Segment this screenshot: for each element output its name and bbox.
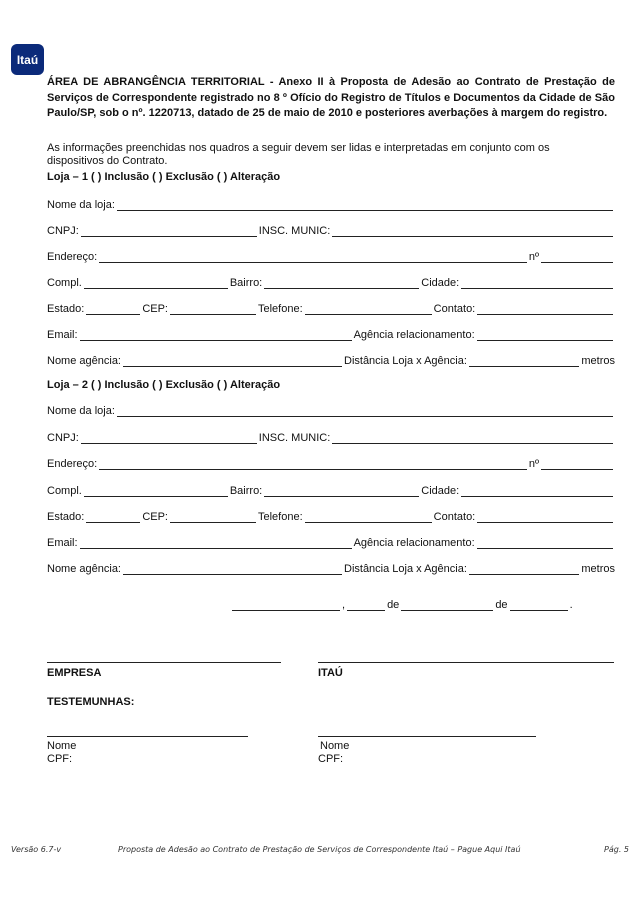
loja1-cidade-field[interactable] [461, 278, 613, 289]
loja2-numero-field[interactable] [541, 459, 613, 470]
date-year-field[interactable] [510, 600, 568, 611]
footer-version: Versão 6.7-v [11, 845, 62, 854]
footer-title: Proposta de Adesão ao Contrato de Prestação de Serviços de Correspondente Itaú – Pague Aqui Itaú [118, 845, 521, 854]
loja1-nome-agencia-row [47, 355, 615, 368]
footer-page-number: Pág. 5 [604, 845, 629, 854]
loja2-cep-label: CEP: [142, 511, 168, 523]
loja1-contato-field[interactable] [477, 304, 613, 315]
loja2-estado-field[interactable] [86, 512, 140, 523]
itau-logo-mark [11, 44, 44, 75]
loja2-telefone-field[interactable] [305, 512, 432, 523]
loja1-nome-field[interactable] [117, 200, 613, 211]
loja1-telefone-field[interactable] [305, 304, 432, 315]
loja1-compl-row [47, 277, 615, 290]
loja2-nome-agencia-label: Nome agência: [47, 563, 121, 575]
loja2-bairro-field[interactable] [264, 486, 419, 497]
loja2-cnpj-row [47, 432, 615, 445]
loja2-insc-label: INSC. MUNIC: [258, 432, 331, 444]
loja1-nome-agencia-field[interactable] [123, 356, 342, 367]
loja2-estado-label: Estado: [47, 511, 85, 523]
loja2-agencia-rel-label: Agência relacionamento: [353, 537, 475, 549]
itau-signature-line[interactable] [318, 662, 614, 663]
date-de2: de [495, 599, 508, 611]
loja1-cep-label: CEP: [142, 303, 168, 315]
loja2-nome-agencia-field[interactable] [123, 564, 342, 575]
loja1-distancia-field[interactable] [469, 356, 579, 367]
loja2-endereco-field[interactable] [99, 459, 527, 470]
witness2-cpf-label: CPF: [318, 753, 344, 765]
loja2-title: Loja – 2 ( ) Inclusão ( ) Exclusão ( ) Alteração [47, 379, 281, 391]
loja2-cnpj-field[interactable] [81, 433, 257, 444]
loja2-contato-field[interactable] [477, 512, 613, 523]
loja2-email-label: Email: [47, 537, 78, 549]
loja1-email-label: Email: [47, 329, 78, 341]
loja2-email-field[interactable] [80, 538, 352, 549]
witness1-nome-label: Nome [47, 740, 77, 752]
loja1-email-row [47, 329, 615, 342]
loja1-compl-label: Compl. [47, 277, 82, 289]
loja1-insc-label: INSC. MUNIC: [258, 225, 331, 237]
loja1-cep-field[interactable] [170, 304, 256, 315]
loja1-nome-row [47, 199, 615, 212]
date-day-field[interactable] [347, 600, 385, 611]
loja1-bairro-field[interactable] [264, 278, 419, 289]
date-de1: de [387, 599, 400, 611]
loja2-contato-label: Contato: [433, 511, 476, 523]
loja2-telefone-label: Telefone: [258, 511, 303, 523]
loja1-nome-agencia-label: Nome agência: [47, 355, 121, 367]
loja2-cidade-field[interactable] [461, 486, 613, 497]
document-heading: ÁREA DE ABRANGÊNCIA TERRITORIAL - Anexo II à Proposta de Adesão ao Contrato de Prestação de Serviços de Correspondente registrado no 8 º Ofício do Registro de Títulos e Documentos da Cidade de São Paulo/SP, sob o nº. 1220713, datado de 25 de maio de 2010 e posteriores averbações à margem do registro. [47, 76, 615, 119]
loja1-estado-label: Estado: [47, 303, 85, 315]
loja1-cnpj-field[interactable] [81, 226, 257, 237]
loja2-distancia-field[interactable] [469, 564, 579, 575]
loja2-compl-row [47, 485, 615, 498]
loja2-nome-field[interactable] [117, 406, 613, 417]
loja2-cidade-label: Cidade: [421, 485, 460, 497]
loja1-estado-field[interactable] [86, 304, 140, 315]
loja1-insc-field[interactable] [332, 226, 613, 237]
loja1-endereco-row [47, 251, 615, 264]
loja1-cnpj-row [47, 225, 615, 238]
loja1-contato-label: Contato: [433, 303, 476, 315]
loja1-numero-field[interactable] [541, 252, 613, 263]
loja2-bairro-label: Bairro: [229, 485, 263, 497]
itau-logo [11, 44, 44, 75]
loja2-cnpj-label: CNPJ: [47, 432, 79, 444]
empresa-label: EMPRESA [47, 667, 102, 679]
testemunhas-label: TESTEMUNHAS: [47, 696, 135, 708]
loja1-email-field[interactable] [80, 330, 352, 341]
loja2-numero-label: nº [528, 458, 539, 470]
loja2-nome-agencia-row [47, 563, 615, 576]
loja2-endereco-label: Endereço: [47, 458, 98, 470]
loja1-endereco-field[interactable] [99, 252, 527, 263]
loja1-distancia-label: Distância Loja x Agência: [344, 355, 467, 367]
loja1-bairro-label: Bairro: [229, 277, 263, 289]
witness1-signature-line[interactable] [47, 736, 248, 737]
loja2-email-row [47, 537, 615, 550]
loja1-agencia-rel-label: Agência relacionamento: [353, 329, 475, 341]
itau-logo-text: Itaú [16, 53, 39, 67]
empresa-signature-line[interactable] [47, 662, 281, 663]
loja1-numero-label: nº [528, 251, 539, 263]
info-paragraph: As informações preenchidas nos quadros a seguir devem ser lidas e interpretadas em conjunto com os dispositivos do Contrato. [47, 142, 550, 167]
date-end: . [569, 599, 573, 611]
loja2-nome-label: Nome da loja: [47, 405, 115, 417]
loja2-cep-field[interactable] [170, 512, 256, 523]
loja1-metros-label: metros [581, 355, 615, 367]
loja2-endereco-row [47, 458, 615, 471]
date-sep: , [342, 599, 346, 611]
date-line [230, 599, 590, 612]
loja2-compl-field[interactable] [84, 486, 228, 497]
loja1-agencia-rel-field[interactable] [477, 330, 613, 341]
loja2-metros-label: metros [581, 563, 615, 575]
loja2-compl-label: Compl. [47, 485, 82, 497]
loja1-title: Loja – 1 ( ) Inclusão ( ) Exclusão ( ) Alteração [47, 171, 281, 183]
date-city-field[interactable] [232, 600, 340, 611]
loja2-nome-row [47, 405, 615, 418]
loja1-telefone-label: Telefone: [258, 303, 303, 315]
loja1-endereco-label: Endereço: [47, 251, 98, 263]
date-month-field[interactable] [401, 600, 493, 611]
witness2-nome-label: Nome [320, 740, 350, 752]
witness1-cpf-label: CPF: [47, 753, 73, 765]
itau-label: ITAÚ [318, 667, 343, 679]
loja2-distancia-label: Distância Loja x Agência: [344, 563, 467, 575]
loja2-agencia-rel-field[interactable] [477, 538, 613, 549]
loja1-estado-row [47, 303, 615, 316]
loja1-nome-label: Nome da loja: [47, 199, 115, 211]
loja1-cidade-label: Cidade: [421, 277, 460, 289]
loja2-insc-field[interactable] [332, 433, 613, 444]
loja2-estado-row [47, 511, 615, 524]
loja1-compl-field[interactable] [84, 278, 228, 289]
witness2-signature-line[interactable] [318, 736, 536, 737]
loja1-cnpj-label: CNPJ: [47, 225, 79, 237]
